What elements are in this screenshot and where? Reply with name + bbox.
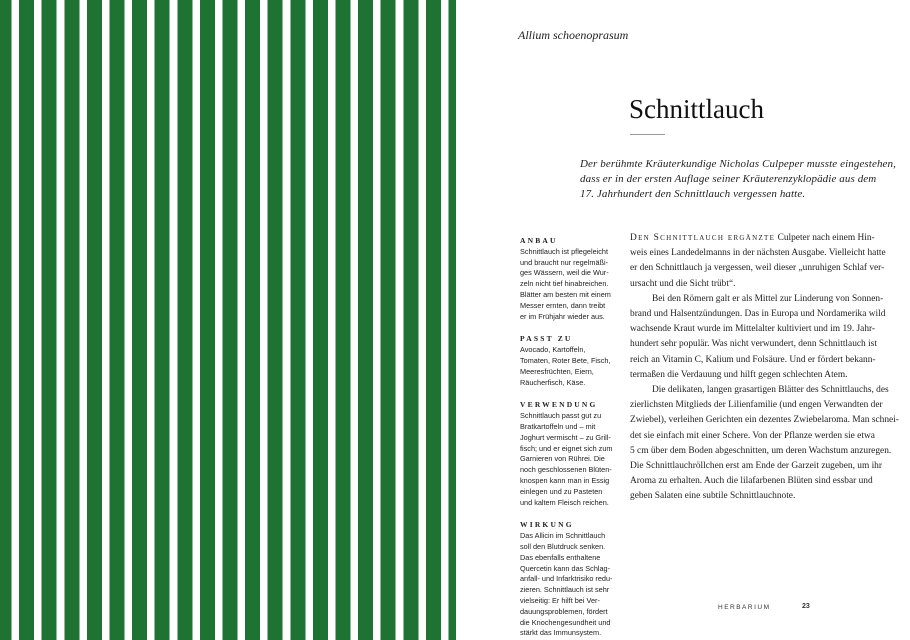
intro-line: 17. Jahrhundert den Schnittlauch vergessen hatte. <box>580 188 806 200</box>
sidebar-facts <box>520 236 630 639</box>
sidebar-line: zieren. Schnittlauch ist sehr <box>520 585 610 595</box>
body-line: Die Schnittlauchröllchen erst am Ende der Garzeit zugeben, um ihr <box>630 461 882 472</box>
sidebar-heading: ANBAU <box>520 236 558 245</box>
sidebar-line: einlegen und zu Pasteten <box>520 486 603 496</box>
body-line: er den Schnittlauch ja vergessen, weil dieser „unruhigen Schlaf ver- <box>630 263 885 274</box>
sidebar-line: Räucherfisch, Käse. <box>520 377 586 387</box>
body-line: geben Salaten eine subtile Schnittlauchnote. <box>630 491 796 502</box>
sidebar-heading: VERWENDUNG <box>520 400 598 410</box>
intro-text <box>580 157 896 202</box>
body-line: weis eines Landedelmanns in der nächsten Ausgabe. Vielleicht hatte <box>630 248 886 259</box>
body-line: termaßen die Verdauung und hilft gegen schlechten Atem. <box>630 369 848 380</box>
body-text <box>630 231 899 505</box>
sidebar-line: noch geschlossenen Blüten- <box>520 465 612 475</box>
running-footer: HERBARIUM <box>718 604 771 611</box>
sidebar-line: und braucht nur regelmäßi- <box>520 257 609 267</box>
sidebar-line: Messer ernten, dann treibt <box>520 300 606 310</box>
sidebar-line: Garnieren von Rührei. Die <box>520 454 605 464</box>
sidebar-line: Bratkartoffeln und – mit <box>520 421 596 431</box>
sidebar-line: Das Allicin im Schnittlauch <box>520 531 606 541</box>
body-line: ursacht und die Sicht trübt“. <box>630 278 736 289</box>
sidebar-line: vielseitig: Er hilft bei Ver- <box>520 595 600 605</box>
sidebar-line: fisch; und er eignet sich zum <box>520 443 613 453</box>
body-line: zierlichsten Mitglieds der Lilienfamilie (und engen Verwandten der <box>630 400 883 411</box>
sidebar-line: zeln nicht tief hinabreichen. <box>520 279 609 289</box>
sidebar-line: ges Wässern, weil die Wur- <box>520 268 609 278</box>
sidebar-line: dauungsproblemen, fördert <box>520 606 608 616</box>
intro-line: dass er in der ersten Auflage seiner Kräuterenzyklopädie aus dem <box>580 173 877 185</box>
sidebar-line: Schnittlauch ist pflegeleicht <box>520 246 609 256</box>
body-line: Zwiebel), verleihen Gerichten ein dezentes Zwiebelaroma. Man schnei- <box>630 415 899 426</box>
body-line: reich an Vitamin C, Kalium und Folsäure. Und er fördert bekann- <box>630 354 876 365</box>
body-line: wachsende Kraut wurde im Mittelalter kultiviert und im 19. Jahr- <box>630 324 876 335</box>
intro-line: Der berühmte Kräuterkundige Nicholas Culpeper musste eingestehen, <box>580 158 896 170</box>
body-line <box>630 231 899 246</box>
body-line: Die delikaten, langen grasartigen Blätter des Schnittlauchs, des <box>652 385 889 396</box>
body-line: det sie einfach mit einer Schere. Von der Pflanze werden sie etwa <box>630 430 875 441</box>
sidebar-line: Joghurt vermischt – zu Grill- <box>520 432 611 442</box>
page-number: 23 <box>802 603 810 610</box>
sidebar-line: und kaltem Fleisch reichen. <box>520 497 609 507</box>
sidebar-line: Meeresfrüchten, Eiern, <box>520 366 594 376</box>
body-line-text: Culpeter nach einem Hin- <box>775 233 875 243</box>
body-line: hundert sehr populär. Was nicht verwundert, denn Schnittlauch ist <box>630 339 877 350</box>
body-line: Bei den Römern galt er als Mittel zur Linderung von Sonnen- <box>652 293 884 304</box>
sidebar-line: Blätter am besten mit einem <box>520 289 611 299</box>
sidebar-line: Avocado, Kartoffeln, <box>520 345 586 355</box>
lead-in-small-caps: Den Schnittlauch ergänzte <box>630 233 776 243</box>
sidebar-line: Schnittlauch passt gut zu <box>520 411 602 421</box>
sidebar-line: Tomaten, Roter Bete, Fisch, <box>520 355 611 365</box>
latin-name: Allium schoenoprasum <box>518 28 629 42</box>
sidebar-line: die Knochengesundheit und <box>520 617 611 627</box>
sidebar-line: er im Frühjahr wieder aus. <box>520 311 605 321</box>
sidebar-heading: WIRKUNG <box>520 520 574 530</box>
sidebar-line: stärkt das Immunsystem. <box>520 628 602 638</box>
sidebar-line: Das ebenfalls enthaltene <box>520 552 601 562</box>
body-line: Aroma zu erhalten. Auch die lilafarbenen Blüten sind essbar und <box>630 476 873 487</box>
body-line: brand und Halsentzündungen. Das in Europa und Nordamerika wild <box>630 309 886 320</box>
sidebar-line: soll den Blutdruck senken. <box>520 541 606 551</box>
body-line: 5 cm über dem Boden abgeschnitten, um deren Wachstum anzuregen. <box>630 445 892 456</box>
sidebar-line: Quercetin kann das Schlag- <box>520 563 611 573</box>
sidebar-line: knospen kann man in Essig <box>520 475 610 485</box>
sidebar-heading: PASST ZU <box>520 334 573 344</box>
title-divider <box>630 134 665 135</box>
sidebar-line: anfall- und Infarktrisiko redu- <box>520 574 613 584</box>
page-title: Schnittlauch <box>629 94 764 124</box>
